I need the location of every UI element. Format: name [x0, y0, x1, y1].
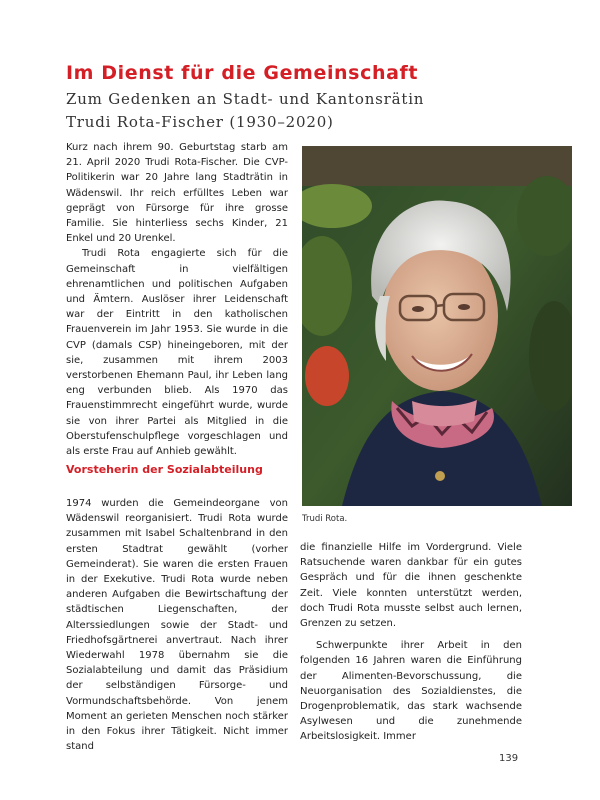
portrait-photo [302, 146, 572, 506]
article-title: Im Dienst für die Gemeinschaft [66, 62, 419, 84]
page-number: 139 [499, 753, 519, 764]
article-subtitle-name: Trudi Rota-Fischer (1930–2020) [66, 113, 334, 131]
text-column-right [300, 540, 522, 745]
section-heading: Vorsteherin der Sozialabteilung [66, 463, 263, 476]
text-column-left-bottom [66, 496, 288, 754]
text-column-left-top [66, 140, 288, 459]
paragraph: Kurz nach ihrem 90. Geburtstag starb am 21. April 2020 Trudi Rota-Fischer. Die CVP-Politikerin war 20 Jahre lang Stadträtin in Wädenswil. Ihr reich erfülltes Leben war geprägt von Fürsorge für ihre grosse Familie. Sie hinterliess sechs Kinder, 21 Enkel und 20 Urenkel. [66, 142, 288, 245]
paragraph: die finanzielle Hilfe im Vordergrund. Viele Ratsuchende waren dankbar für ein gutes Gespräch und für die ihnen geschenkte Zeit. Viele konnten unterstützt werden, doch Trudi Rota musste selbst auch lernen, Grenzen zu setzen. [300, 542, 522, 630]
paragraph: Schwerpunkte ihrer Arbeit in den folgenden 16 Jahren waren die Einführung der Alimenten-Bevorschussung, die Neuorganisation des Sozialdienstes, die Drogenproblematik, das stark wachsende Asylwesen und die zunehmende Arbeitslosigkeit. Immer [300, 640, 522, 743]
paragraph: Trudi Rota engagierte sich für die Gemeinschaft in vielfältigen ehrenamtlichen und politischen Aufgaben und Ämtern. Auslöser ihrer Leidenschaft war der Eintritt in den katholischen Frauenverein im Jahr 1953. Sie wurde in die CVP (damals CSP) hineingeboren, mit der sie, zusammen mit ihrem 2003 verstorbenen Ehemann Paul, ihr Leben lang eng verbunden blieb. Als 1970 das Frauenstimmrecht eingeführt wurde, wurde sie von ihrer Partei als Mitglied in die Oberstufenschulpflege vorgeschlagen und als erste Frau auf Anhieb gewählt. [66, 248, 288, 458]
paragraph: 1974 wurden die Gemeindeorgane von Wädenswil reorganisiert. Trudi Rota wurde zusammen mit Isabel Schaltenbrand in den ersten Stadtrat gewählt (vorher Gemeinderat). Sie waren die ersten Frauen in der Exekutive. Trudi Rota wurde neben anderen Aufgaben die Bewirtschaftung der städtischen Liegenschaften, der Alterssiedlungen sowie der Stadt- und Friedhofsgärtnerei anvertraut. Nach ihrer Wiederwahl 1978 übernahm sie die Sozialabteilung und damit das Präsidium der selbständigen Fürsorge- und Vormundschaftsbehörde. Von jenem Moment an gerieten Menschen noch stärker in den Fokus ihrer Tätigkeit. Nicht immer stand [66, 498, 288, 753]
photo-caption: Trudi Rota. [302, 514, 348, 524]
article-subtitle: Zum Gedenken an Stadt- und Kantonsrätin [66, 90, 425, 108]
